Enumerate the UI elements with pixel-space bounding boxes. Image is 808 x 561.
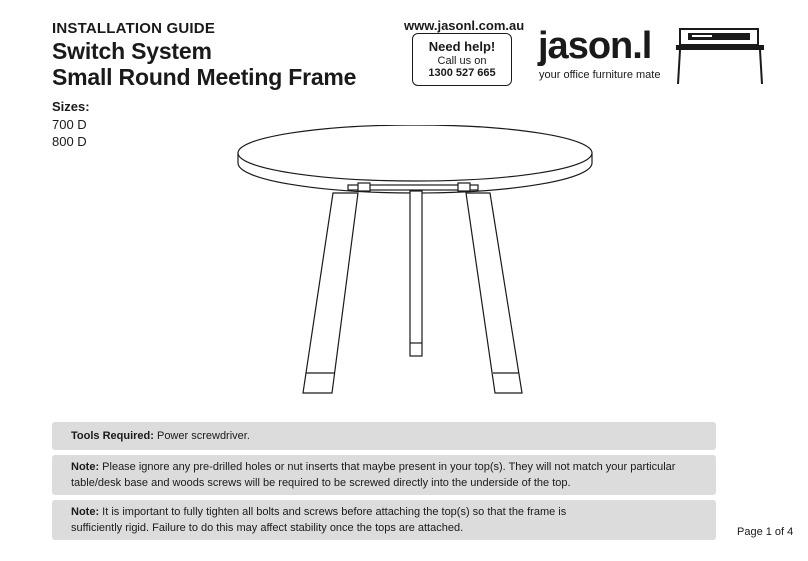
note-label: Note: [71,461,100,473]
note-box-2 [52,500,716,540]
help-box [412,33,512,86]
call-label: Call us on [437,55,487,67]
phone-number[interactable]: 1300 527 665 [428,67,496,79]
note-text: It is important to fully tighten all bolts and screws before attaching the top(s) so that the frame is sufficiently rigid. Failure to do this may affect stability once the tops are attached. [71,506,567,534]
round-table-illustration [230,125,600,405]
help-title: Need help! [428,39,496,54]
desk-logo-icon [672,26,768,88]
tools-required-box [52,422,716,450]
page-number: Page 1 of 4 [737,526,794,538]
title-line-2: Small Round Meeting Frame [52,64,357,90]
guide-label: INSTALLATION GUIDE [52,20,216,37]
page-title [52,38,356,90]
size-item: 700 D [52,117,87,132]
tools-text: Power screwdriver. [153,430,250,442]
title-line-1: Switch System [52,38,212,64]
sizes-heading: Sizes: [52,99,90,114]
brand-tagline: your office furniture mate [539,69,661,81]
size-item: 800 D [52,134,87,149]
website-link[interactable]: www.jasonl.com.au [404,18,525,33]
tools-label: Tools Required: [71,430,154,442]
note-label: Note: [71,506,100,518]
note-text: Please ignore any pre-drilled holes or nut inserts that maybe present in your top(s). They will not match your particular table/desk base and woods screws will be required to be screwed directly into the underside of the top. [71,461,676,489]
note-box-1 [52,455,716,495]
brand-logo: jason.l [538,25,652,67]
